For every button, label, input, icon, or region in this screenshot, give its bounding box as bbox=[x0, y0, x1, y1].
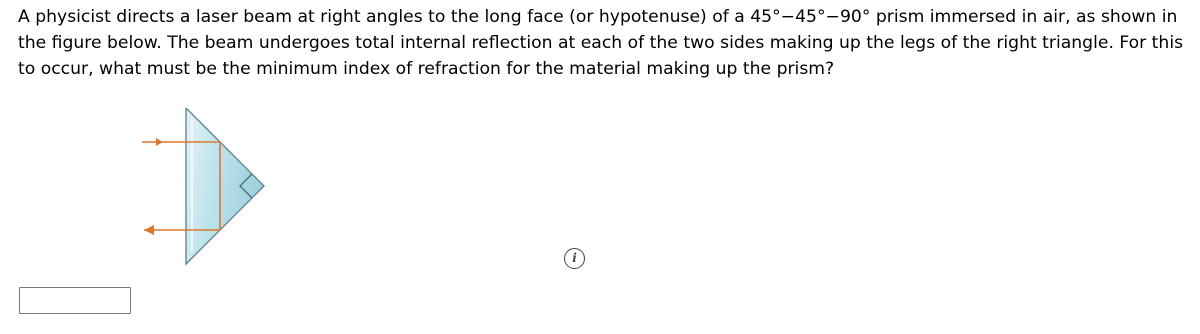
incident-arrowhead bbox=[156, 138, 163, 146]
prism-figure bbox=[130, 108, 290, 268]
prism bbox=[186, 108, 264, 264]
info-icon[interactable]: i bbox=[564, 248, 585, 269]
question-text: A physicist directs a laser beam at right angles to the long face (or hypotenuse) of a 45°−45°−90° prism immersed in air, as shown in the figure below. The beam undergoes total internal reflection at each of the two sides making up the legs of the right triangle. For this to occur, what must be the minimum index of refraction for the material making up the prism? bbox=[18, 7, 1184, 79]
exit-arrowhead bbox=[144, 225, 154, 235]
answer-input[interactable] bbox=[19, 287, 131, 314]
